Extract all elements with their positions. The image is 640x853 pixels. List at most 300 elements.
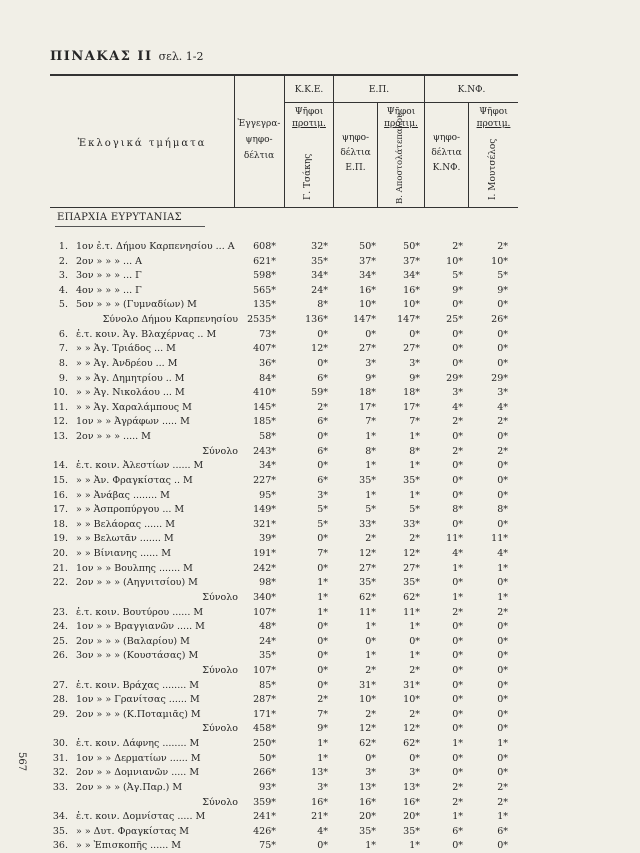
cell-registered-ballots: 35*: [259, 650, 276, 662]
cell-ep-pref-votes: 16*: [403, 284, 420, 296]
cell-knf-ballots: 0*: [452, 650, 463, 662]
cell-ep-pref-votes: 5*: [409, 504, 420, 516]
table-row: [0, 605, 640, 620]
row-number: 36.: [52, 840, 68, 852]
cell-ep-ballots: 12*: [359, 723, 376, 735]
cell-knf-pref-votes: 4*: [497, 401, 508, 413]
cell-knf-ballots: 0*: [452, 767, 463, 779]
cell-kke-pref-votes: 35*: [311, 255, 328, 267]
row-number: 5.: [58, 299, 68, 311]
cell-kke-pref-votes: 2*: [317, 694, 328, 706]
cell-ep-ballots: 0*: [365, 635, 376, 647]
knf-ballots-header: [425, 132, 468, 174]
cell-knf-ballots: 2*: [452, 445, 463, 457]
cell-knf-pref-votes: 9*: [497, 284, 508, 296]
row-number: 26.: [52, 650, 68, 662]
cell-kke-pref-votes: 16*: [311, 796, 328, 808]
cell-knf-pref-votes: 8*: [497, 504, 508, 516]
cell-ep-pref-votes: 37*: [403, 255, 420, 267]
cell-kke-pref-votes: 0*: [317, 533, 328, 545]
cell-ep-ballots: 35*: [359, 825, 376, 837]
cell-registered-ballots: 359*: [253, 796, 276, 808]
cell-registered-ballots: 171*: [253, 708, 276, 720]
row-precinct-name: 2ον » » » ..... Μ: [76, 431, 151, 443]
table-row: [0, 824, 640, 839]
cell-knf-pref-votes: 0*: [497, 577, 508, 589]
cell-knf-ballots: 0*: [452, 431, 463, 443]
cell-registered-ballots: 227*: [253, 474, 276, 486]
cell-knf-pref-votes: 0*: [497, 328, 508, 340]
cell-ep-ballots: 7*: [365, 416, 376, 428]
row-number: 35.: [52, 825, 68, 837]
row-precinct-name: » » Ἁγ. Χαραλάμπους Μ: [76, 401, 192, 413]
vline-1: [234, 76, 235, 207]
cell-kke-pref-votes: 1*: [317, 738, 328, 750]
cell-registered-ballots: 340*: [253, 591, 276, 603]
row-precinct-name: 1ον ἐ.τ. Δήμου Καρπενησίου ... Α: [76, 241, 235, 252]
row-precinct-name: 2ον » » » (Βαλαρίου) Μ: [76, 635, 190, 647]
cell-knf-ballots: 1*: [452, 811, 463, 823]
cell-knf-pref-votes: 4*: [497, 548, 508, 560]
row-precinct-name: » » Ἁγ. Δημητρίου .. Μ: [76, 372, 185, 384]
row-number: 4.: [58, 284, 68, 296]
cell-kke-pref-votes: 1*: [317, 577, 328, 589]
row-precinct-name: 1ον » » Βραγγιανῶν ..... Μ: [76, 621, 205, 633]
table-total-row: [0, 590, 640, 605]
cell-knf-ballots: 2*: [452, 606, 463, 618]
cell-registered-ballots: 191*: [253, 548, 276, 560]
table-total-row: [0, 444, 640, 459]
cell-knf-ballots: 25*: [446, 314, 463, 326]
cell-knf-pref-votes: 0*: [497, 664, 508, 676]
table-row: [0, 414, 640, 429]
row-precinct-name: 2ον » » » (Ἀγ.Παρ.) Μ: [76, 781, 183, 793]
cell-kke-pref-votes: 3*: [317, 489, 328, 501]
cell-ep-pref-votes: 16*: [403, 796, 420, 808]
cell-ep-ballots: 2*: [365, 664, 376, 676]
cell-registered-ballots: 458*: [253, 723, 276, 735]
table-title-main: ΠΙΝΑΚΑΣ ΙΙ: [50, 49, 153, 64]
cell-ep-ballots: 35*: [359, 474, 376, 486]
cell-ep-ballots: 27*: [359, 562, 376, 574]
table-row: [0, 838, 640, 853]
cell-registered-ballots: 39*: [259, 533, 276, 545]
ep-pref-line-1: Ψῆφοι: [386, 107, 416, 117]
cell-registered-ballots: 2535*: [247, 314, 276, 326]
ep-ballots-header: [334, 132, 377, 174]
cell-knf-pref-votes: 2*: [497, 241, 508, 252]
ep-ballots-line-1: ψηφο-: [341, 133, 370, 143]
knf-ballots-line-2: δέλτια: [431, 148, 462, 158]
row-precinct-name: » » Ἀνάβας ........ Μ: [76, 489, 170, 501]
table-row: [0, 531, 640, 546]
cell-ep-pref-votes: 27*: [403, 343, 420, 355]
row-precinct-name: Σύνολο: [202, 445, 238, 457]
cell-ep-ballots: 18*: [359, 387, 376, 399]
row-precinct-name: ἐ.τ. κοιν. Ἁγ. Βλαχέρνας .. Μ: [76, 328, 217, 340]
cell-kke-pref-votes: 4*: [317, 825, 328, 837]
cell-ep-pref-votes: 0*: [409, 328, 420, 340]
cell-ep-ballots: 16*: [359, 284, 376, 296]
row-precinct-name: 1ον » » Ἀγράφων ..... Μ: [76, 416, 190, 428]
row-precinct-name: » » Βελάορας ...... Μ: [76, 518, 175, 530]
cell-registered-ballots: 36*: [259, 357, 276, 369]
cell-knf-ballots: 0*: [452, 694, 463, 706]
cell-ep-ballots: 10*: [359, 299, 376, 311]
cell-kke-pref-votes: 0*: [317, 357, 328, 369]
cell-ep-ballots: 1*: [365, 489, 376, 501]
cell-registered-ballots: 410*: [253, 387, 276, 399]
row-number: 32.: [52, 767, 68, 779]
cell-ep-ballots: 37*: [359, 255, 376, 267]
row-number: 6.: [58, 328, 68, 340]
cell-knf-pref-votes: 0*: [497, 840, 508, 852]
cell-kke-pref-votes: 32*: [311, 241, 328, 252]
ep-ballots-line-2: δέλτια: [340, 148, 371, 158]
ep-ballots-line-3: Ε.Π.: [345, 163, 366, 173]
cell-ep-pref-votes: 9*: [409, 372, 420, 384]
cell-ep-pref-votes: 35*: [403, 825, 420, 837]
cell-kke-pref-votes: 0*: [317, 562, 328, 574]
table-row: [0, 648, 640, 663]
cell-ep-ballots: 147*: [353, 314, 376, 326]
cell-knf-pref-votes: 0*: [497, 489, 508, 501]
table-row: [0, 327, 640, 342]
row-precinct-name: ἐ.τ. κοιν. Βουτύρου ...... Μ: [76, 606, 204, 618]
cell-knf-ballots: 2*: [452, 416, 463, 428]
cell-ep-pref-votes: 12*: [403, 723, 420, 735]
cell-knf-ballots: 1*: [452, 738, 463, 750]
cell-knf-ballots: 0*: [452, 621, 463, 633]
cell-kke-pref-votes: 0*: [317, 679, 328, 691]
cell-kke-pref-votes: 8*: [317, 299, 328, 311]
row-precinct-name: ἐ.τ. κοιν. Βράχας ........ Μ: [76, 679, 200, 691]
row-precinct-name: 2ον » » » ... Α: [76, 255, 142, 267]
cell-ep-pref-votes: 31*: [403, 679, 420, 691]
table-row: [0, 736, 640, 751]
row-precinct-name: Σύνολο: [202, 664, 238, 676]
cell-knf-pref-votes: 0*: [497, 650, 508, 662]
row-precinct-name: Σύνολο Δήμου Καρπενησίου: [102, 314, 238, 326]
cell-kke-pref-votes: 0*: [317, 664, 328, 676]
table-row: [0, 546, 640, 561]
cell-registered-ballots: 84*: [259, 372, 276, 384]
row-precinct-name: » » Βελωτᾶν ....... Μ: [76, 533, 174, 545]
cell-knf-ballots: 4*: [452, 548, 463, 560]
cell-knf-ballots: 0*: [452, 299, 463, 311]
cell-kke-pref-votes: 0*: [317, 460, 328, 472]
cell-ep-pref-votes: 2*: [409, 533, 420, 545]
table-row: [0, 765, 640, 780]
cell-kke-pref-votes: 1*: [317, 591, 328, 603]
row-precinct-name: » » Ἐπισκοπῆς ...... Μ: [76, 840, 182, 852]
cell-registered-ballots: 58*: [259, 431, 276, 443]
cell-registered-ballots: 48*: [259, 621, 276, 633]
cell-kke-pref-votes: 5*: [317, 504, 328, 516]
row-number: 3.: [58, 270, 68, 282]
cell-knf-pref-votes: 2*: [497, 796, 508, 808]
cell-ep-ballots: 8*: [365, 445, 376, 457]
kke-pref-header: [285, 106, 333, 130]
row-precinct-name: 5ον » » » (Γυμναδίων) Μ: [76, 299, 197, 311]
row-number: 15.: [52, 474, 68, 486]
row-number: 34.: [52, 811, 68, 823]
section-rule: [55, 226, 205, 227]
cell-knf-ballots: 1*: [452, 591, 463, 603]
table-row: [0, 473, 640, 488]
cell-registered-ballots: 50*: [259, 752, 276, 764]
header-bottom-rule: [50, 207, 518, 208]
cell-knf-ballots: 2*: [452, 796, 463, 808]
cell-ep-ballots: 0*: [365, 752, 376, 764]
cell-kke-pref-votes: 0*: [317, 621, 328, 633]
cell-knf-ballots: 11*: [446, 533, 463, 545]
cell-knf-pref-votes: 1*: [497, 738, 508, 750]
cell-ep-ballots: 1*: [365, 460, 376, 472]
table-row: [0, 239, 640, 254]
cell-ep-ballots: 31*: [359, 679, 376, 691]
cell-kke-pref-votes: 6*: [317, 372, 328, 384]
cell-registered-ballots: 426*: [253, 825, 276, 837]
table-row: [0, 619, 640, 634]
cell-ep-pref-votes: 13*: [403, 781, 420, 793]
cell-registered-ballots: 250*: [253, 738, 276, 750]
cell-knf-ballots: 0*: [452, 577, 463, 589]
cell-registered-ballots: 321*: [253, 518, 276, 530]
row-number: 27.: [52, 679, 68, 691]
table-row: [0, 429, 640, 444]
knf-pref-line-1: Ψῆφοι: [479, 107, 508, 117]
table-total-row: [0, 721, 640, 736]
row-number: 8.: [58, 357, 68, 369]
cell-knf-pref-votes: 0*: [497, 767, 508, 779]
registered-line-3: δέλτια: [243, 151, 275, 161]
cell-knf-ballots: 1*: [452, 562, 463, 574]
cell-knf-ballots: 10*: [446, 255, 463, 267]
table-row: [0, 561, 640, 576]
cell-ep-pref-votes: 0*: [409, 752, 420, 764]
cell-knf-pref-votes: 1*: [497, 811, 508, 823]
cell-knf-ballots: 5*: [452, 270, 463, 282]
cell-kke-pref-votes: 5*: [317, 518, 328, 530]
cell-ep-ballots: 34*: [359, 270, 376, 282]
row-precinct-name: 2ον » » » (Αηγνιτσίου) Μ: [76, 577, 198, 589]
table-row: [0, 356, 640, 371]
cell-registered-ballots: 287*: [253, 694, 276, 706]
table-total-row: [0, 795, 640, 810]
cell-knf-ballots: 0*: [452, 328, 463, 340]
table-row: [0, 809, 640, 824]
cell-kke-pref-votes: 1*: [317, 606, 328, 618]
cell-registered-ballots: 243*: [253, 445, 276, 457]
cell-ep-pref-votes: 35*: [403, 577, 420, 589]
cell-ep-pref-votes: 62*: [403, 591, 420, 603]
cell-knf-ballots: 3*: [452, 387, 463, 399]
row-precinct-name: » » Ἀν. Φραγκίστας .. Μ: [76, 474, 193, 486]
row-precinct-name: 1ον » » Βουλπης ....... Μ: [76, 562, 193, 574]
cell-knf-ballots: 0*: [452, 460, 463, 472]
cell-ep-pref-votes: 27*: [403, 562, 420, 574]
cell-knf-pref-votes: 26*: [491, 314, 508, 326]
party-ep: Ε.Π.: [368, 85, 390, 95]
cell-ep-pref-votes: 10*: [403, 299, 420, 311]
row-number: 30.: [52, 738, 68, 750]
row-precinct-name: » » Ἀσπροπύργου ... Μ: [76, 504, 185, 516]
table-row: [0, 371, 640, 386]
cell-ep-pref-votes: 34*: [403, 270, 420, 282]
row-precinct-name: » » Ἁγ. Νικολάου ... Μ: [76, 387, 185, 399]
cell-knf-ballots: 0*: [452, 708, 463, 720]
cell-knf-ballots: 6*: [452, 825, 463, 837]
row-number: 31.: [52, 752, 68, 764]
row-number: 2.: [58, 255, 68, 267]
table-total-row: [0, 312, 640, 327]
cell-ep-pref-votes: 1*: [409, 621, 420, 633]
cell-knf-ballots: 0*: [452, 723, 463, 735]
cell-kke-pref-votes: 2*: [317, 401, 328, 413]
table-row: [0, 488, 640, 503]
table-row: [0, 692, 640, 707]
cell-knf-ballots: 0*: [452, 489, 463, 501]
cell-kke-pref-votes: 7*: [317, 548, 328, 560]
cell-kke-pref-votes: 7*: [317, 708, 328, 720]
cell-ep-ballots: 1*: [365, 621, 376, 633]
table-row: [0, 634, 640, 649]
row-number: 18.: [52, 518, 68, 530]
cell-ep-ballots: 13*: [359, 781, 376, 793]
cell-kke-pref-votes: 6*: [317, 445, 328, 457]
cell-knf-pref-votes: 5*: [497, 270, 508, 282]
table-row: [0, 678, 640, 693]
knf-pref-header: [469, 106, 518, 130]
cell-ep-pref-votes: 1*: [409, 431, 420, 443]
cell-knf-pref-votes: 1*: [497, 562, 508, 574]
cell-ep-pref-votes: 1*: [409, 840, 420, 852]
row-number: 13.: [52, 431, 68, 443]
col-registered-header: [236, 118, 282, 162]
table-row: [0, 254, 640, 269]
cell-ep-pref-votes: 2*: [409, 664, 420, 676]
cell-kke-pref-votes: 12*: [311, 343, 328, 355]
cell-knf-pref-votes: 0*: [497, 460, 508, 472]
knf-ballots-line-1: ψηφο-: [432, 133, 461, 143]
cell-ep-ballots: 0*: [365, 328, 376, 340]
cell-knf-pref-votes: 0*: [497, 694, 508, 706]
row-number: 19.: [52, 533, 68, 545]
cell-ep-pref-votes: 17*: [403, 401, 420, 413]
knf-pref-line-2: προτιμ.: [476, 119, 511, 129]
cell-kke-pref-votes: 6*: [317, 416, 328, 428]
row-precinct-name: Σύνολο: [202, 591, 238, 603]
row-number: 17.: [52, 504, 68, 516]
kke-pref-line-2: προτιμ.: [292, 119, 326, 129]
cell-ep-ballots: 27*: [359, 343, 376, 355]
cell-registered-ballots: 95*: [259, 489, 276, 501]
row-precinct-name: Σύνολο: [202, 723, 238, 735]
row-precinct-name: » » Βίνιανης ...... Μ: [76, 548, 171, 560]
cell-knf-pref-votes: 2*: [497, 416, 508, 428]
cell-knf-pref-votes: 0*: [497, 357, 508, 369]
cell-ep-pref-votes: 62*: [403, 738, 420, 750]
table-total-row: [0, 663, 640, 678]
cell-knf-ballots: 0*: [452, 343, 463, 355]
cell-knf-pref-votes: 0*: [497, 518, 508, 530]
row-number: 25.: [52, 635, 68, 647]
cell-kke-pref-votes: 0*: [317, 328, 328, 340]
cell-knf-ballots: 0*: [452, 518, 463, 530]
cell-ep-pref-votes: 35*: [403, 474, 420, 486]
row-precinct-name: 1ον » » Δερματίων ...... Μ: [76, 752, 201, 764]
knf-ballots-line-3: Κ.ΝΦ.: [432, 163, 461, 173]
cell-knf-ballots: 0*: [452, 635, 463, 647]
table-row: [0, 751, 640, 766]
row-precinct-name: 2ον » » Δομνιανῶν ..... Μ: [76, 767, 200, 779]
cell-registered-ballots: 266*: [253, 767, 276, 779]
cell-kke-pref-votes: 0*: [317, 650, 328, 662]
table-row: [0, 283, 640, 298]
cell-registered-ballots: 149*: [253, 504, 276, 516]
cell-knf-pref-votes: 2*: [497, 445, 508, 457]
row-number: 28.: [52, 694, 68, 706]
cell-registered-ballots: 34*: [259, 460, 276, 472]
candidate-ep: Β. Αποστολάτεπαλον: [395, 112, 405, 204]
table-row: [0, 385, 640, 400]
cell-ep-pref-votes: 12*: [403, 548, 420, 560]
cell-knf-ballots: 2*: [452, 241, 463, 252]
row-number: 1.: [58, 241, 68, 252]
cell-ep-ballots: 20*: [359, 811, 376, 823]
candidate-kke: Γ. Τσάκης: [303, 153, 313, 200]
table-row: [0, 780, 640, 795]
cell-ep-pref-votes: 20*: [403, 811, 420, 823]
col-precincts-header: Ἐκλογικά τμήματα: [77, 138, 207, 149]
section-title: ΕΠΑΡΧΙΑ ΕΥΡΥΤΑΝΙΑΣ: [57, 212, 182, 223]
cell-ep-ballots: 62*: [359, 738, 376, 750]
table-title-sub: σελ. 1-2: [158, 50, 204, 63]
table-row: [0, 268, 640, 283]
page-number: 567: [16, 752, 27, 772]
table-row: [0, 707, 640, 722]
cell-registered-ballots: 185*: [253, 416, 276, 428]
cell-knf-pref-votes: 2*: [497, 606, 508, 618]
cell-ep-ballots: 10*: [359, 694, 376, 706]
cell-registered-ballots: 598*: [253, 270, 276, 282]
table-row: [0, 297, 640, 312]
cell-ep-ballots: 2*: [365, 533, 376, 545]
cell-knf-ballots: 29*: [446, 372, 463, 384]
cell-ep-pref-votes: 0*: [409, 635, 420, 647]
cell-registered-ballots: 107*: [253, 664, 276, 676]
cell-registered-ballots: 107*: [253, 606, 276, 618]
cell-ep-pref-votes: 1*: [409, 460, 420, 472]
registered-line-1: Ἐγγεγρα-: [237, 119, 281, 129]
cell-ep-ballots: 12*: [359, 548, 376, 560]
cell-knf-ballots: 2*: [452, 781, 463, 793]
cell-kke-pref-votes: 1*: [317, 752, 328, 764]
table-row: [0, 458, 640, 473]
row-number: 11.: [52, 401, 68, 413]
cell-knf-pref-votes: 10*: [491, 255, 508, 267]
cell-knf-pref-votes: 1*: [497, 591, 508, 603]
cell-registered-ballots: 407*: [253, 343, 276, 355]
cell-ep-pref-votes: 50*: [403, 241, 420, 252]
party-underline-rule: [284, 102, 518, 103]
row-precinct-name: 3ον » » » (Κουστάσας) Μ: [76, 650, 199, 662]
cell-knf-ballots: 0*: [452, 664, 463, 676]
cell-ep-pref-votes: 33*: [403, 518, 420, 530]
row-precinct-name: ἐ.τ. κοιν. Δάφνης ........ Μ: [76, 738, 200, 750]
cell-registered-ballots: 73*: [259, 328, 276, 340]
